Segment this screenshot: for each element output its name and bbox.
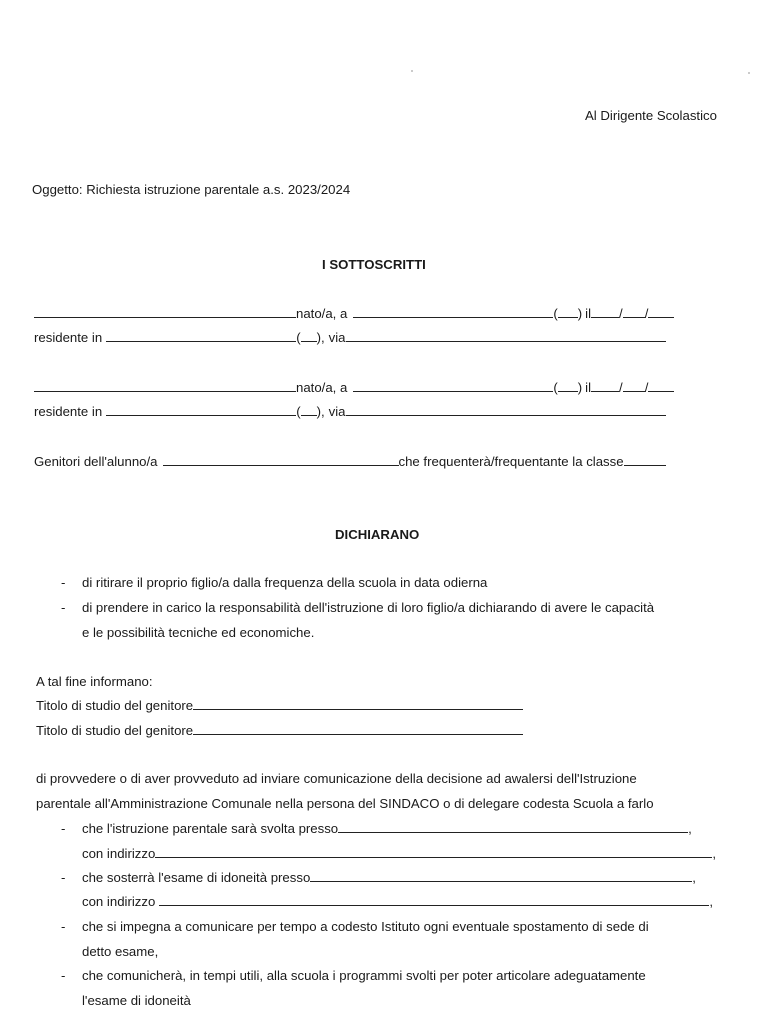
bullet: - <box>61 870 66 885</box>
born-label: nato/a, a <box>296 306 348 321</box>
pupil-name-blank[interactable] <box>163 454 399 466</box>
day-blank[interactable] <box>591 306 619 318</box>
commitment-4-cont: l'esame di idoneità <box>82 993 191 1008</box>
month-blank[interactable] <box>623 380 645 392</box>
date-sep: / <box>644 306 649 321</box>
residence-label: residente in <box>34 404 103 419</box>
commitment-3-cont: detto esame, <box>82 944 159 959</box>
year-blank[interactable] <box>648 380 674 392</box>
month-blank[interactable] <box>623 306 645 318</box>
province-open: ( <box>296 330 301 345</box>
paragraph-line-1: di provvedere o di aver provveduto ad inviare comunicazione della decisione ad awalersi dell'Istruzione <box>36 771 637 786</box>
commitment-2-address <box>82 894 713 909</box>
street-blank[interactable] <box>346 404 666 416</box>
class-label: che frequenterà/frequentante la classe <box>398 454 624 469</box>
pupil-line <box>34 454 666 469</box>
residence-label: residente in <box>34 330 103 345</box>
address-blank[interactable] <box>159 894 709 906</box>
province-close: ) <box>577 380 583 395</box>
education-line-1 <box>36 698 523 713</box>
birthplace-blank[interactable] <box>353 306 553 318</box>
education-blank[interactable] <box>193 723 523 735</box>
location-blank[interactable] <box>310 870 692 882</box>
commitment-1-label: che l'istruzione parentale sarà svolta presso <box>82 821 339 836</box>
date-sep: / <box>619 306 623 321</box>
name-blank[interactable] <box>34 380 296 392</box>
bullet: - <box>61 575 66 590</box>
date-label: il <box>585 306 592 321</box>
education-label: Titolo di studio del genitore <box>36 723 194 738</box>
address-label: con indirizzo <box>82 894 156 909</box>
parent-1-residence-line <box>34 330 666 345</box>
province-blank[interactable] <box>301 330 317 342</box>
trailing-comma: , <box>712 846 716 861</box>
birthplace-blank[interactable] <box>353 380 553 392</box>
signatories-heading: I SOTTOSCRITTI <box>322 257 426 272</box>
province-blank[interactable] <box>301 404 317 416</box>
date-sep: / <box>644 380 649 395</box>
education-blank[interactable] <box>193 698 523 710</box>
commitment-1 <box>82 821 692 836</box>
province-blank[interactable] <box>558 380 578 392</box>
province-close: ) <box>577 306 583 321</box>
pupil-label: Genitori dell'alunno/a <box>34 454 158 469</box>
scan-speck <box>748 72 750 74</box>
declare-heading: DICHIARANO <box>335 527 420 542</box>
commitment-4: che comunicherà, in tempi utili, alla scuola i programmi svolti per poter articolare adeguatamente <box>82 968 646 983</box>
parent-2-residence-line <box>34 404 666 419</box>
parent-1-birth-line <box>34 306 674 321</box>
day-blank[interactable] <box>591 380 619 392</box>
residence-blank[interactable] <box>106 404 296 416</box>
trailing-comma: , <box>692 870 696 885</box>
year-blank[interactable] <box>648 306 674 318</box>
province-open: ( <box>553 306 558 321</box>
commitment-2 <box>82 870 696 885</box>
commitment-1-address <box>82 846 716 861</box>
trailing-comma: , <box>688 821 692 836</box>
address-label: con indirizzo <box>82 846 156 861</box>
declaration-1: di ritirare il proprio figlio/a dalla frequenza della scuola in data odierna <box>82 575 488 590</box>
street-label: via <box>328 404 346 419</box>
province-open: ( <box>296 404 301 419</box>
date-sep: / <box>619 380 623 395</box>
bullet: - <box>61 600 66 615</box>
recipient: Al Dirigente Scolastico <box>585 108 717 123</box>
paragraph-line-2: parentale all'Amministrazione Comunale nella persona del SINDACO o di delegare codesta Scuola a farlo <box>36 796 654 811</box>
street-label: via <box>328 330 346 345</box>
province-open: ( <box>553 380 558 395</box>
commitment-3: che si impegna a comunicare per tempo a codesto Istituto ogni eventuale spostamento di sede di <box>82 919 649 934</box>
scan-speck <box>411 70 413 72</box>
declaration-2-cont: e le possibilità tecniche ed economiche. <box>82 625 315 640</box>
bullet: - <box>61 821 66 836</box>
born-label: nato/a, a <box>296 380 348 395</box>
date-label: il <box>585 380 592 395</box>
bullet: - <box>61 919 66 934</box>
trailing-comma: , <box>709 894 713 909</box>
declaration-2: di prendere in carico la responsabilità dell'istruzione di loro figlio/a dichiarando di avere le capacità <box>82 600 655 615</box>
inform-intro: A tal fine informano: <box>36 674 153 689</box>
bullet: - <box>61 968 66 983</box>
location-blank[interactable] <box>338 821 688 833</box>
residence-blank[interactable] <box>106 330 296 342</box>
street-blank[interactable] <box>346 330 666 342</box>
class-blank[interactable] <box>624 454 666 466</box>
address-blank[interactable] <box>155 846 712 858</box>
subject-line: Oggetto: Richiesta istruzione parentale a.s. 2023/2024 <box>32 182 351 197</box>
parent-2-birth-line <box>34 380 674 395</box>
commitment-2-label: che sosterrà l'esame di idoneità presso <box>82 870 311 885</box>
name-blank[interactable] <box>34 306 296 318</box>
province-close: ), <box>316 330 325 345</box>
education-label: Titolo di studio del genitore <box>36 698 194 713</box>
province-blank[interactable] <box>558 306 578 318</box>
education-line-2 <box>36 723 523 738</box>
province-close: ), <box>316 404 325 419</box>
